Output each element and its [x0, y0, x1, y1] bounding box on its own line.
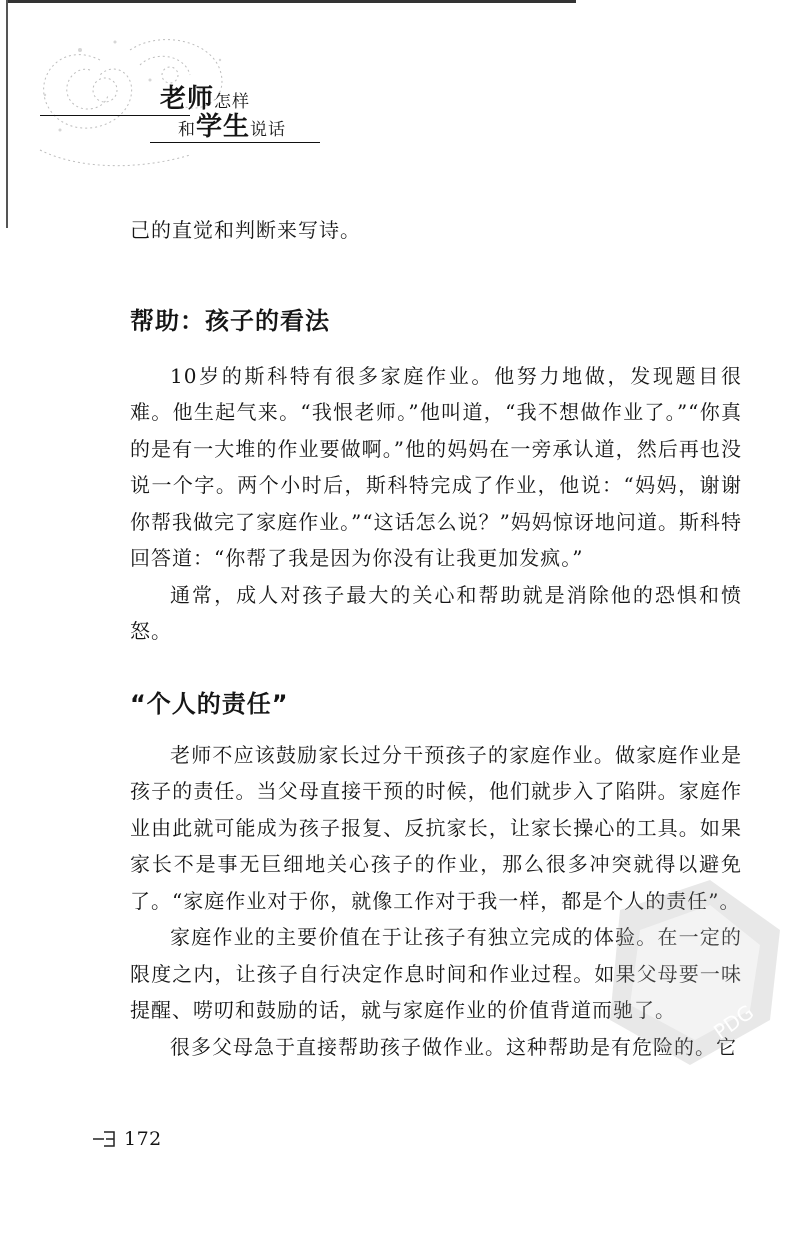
top-border-line — [6, 0, 576, 3]
section-heading-responsibility: “个人的责任” — [130, 689, 289, 718]
section-heading-help: 帮助：孩子的看法 — [130, 306, 330, 335]
header-underline-1 — [40, 115, 190, 116]
running-header-line-2 — [178, 114, 286, 140]
watermark-text: PDG — [709, 999, 759, 1045]
paragraph: 很多父母急于直接帮助孩子做作业。这种帮助是有危险的。它 — [170, 1034, 737, 1059]
header-title-small-1: 怎样 — [214, 92, 251, 112]
page-bracket-icon — [92, 1129, 118, 1149]
page-number: 172 — [124, 1128, 162, 1150]
left-border-line — [6, 0, 8, 228]
header-title-big-1: 老师 — [160, 84, 215, 114]
running-header-line-1 — [160, 86, 250, 112]
paragraph: 家庭作业的主要价值在于让孩子有独立完成的体验。在一定的限度之内，让孩子自行决定作息时间和作业过程。如果父母要一味提醒、唠叨和鼓励的话，就与家庭作业的价值背道而驰了。 — [130, 925, 742, 1022]
header-title-small-3: 说话 — [250, 120, 287, 140]
page-footer — [92, 1128, 162, 1150]
header-title-small-2: 和 — [178, 120, 196, 140]
header-title-big-2: 学生 — [196, 112, 251, 142]
paragraph: 10岁的斯科特有很多家庭作业。他努力地做，发现题目很难。他生起气来。“我恨老师。”他叫道，“我不想做作业了。”“你真的是有一大堆的作业要做啊。”他的妈妈在一旁承认道，然后再也没说一个字。两个小时后，斯科特完成了作业，他说：“妈妈，谢谢你帮我做完了家庭作业。”“这话怎么说？”妈妈惊讶地问道。斯科特回答道：“你帮了我是因为你没有让我更加发疯。” — [130, 363, 742, 570]
paragraph: 通常，成人对孩子最大的关心和帮助就是消除他的恐惧和愤怒。 — [130, 582, 742, 643]
watermark-seal-icon — [600, 870, 790, 1070]
header-underline-2 — [150, 142, 320, 143]
paragraph: 老师不应该鼓励家长过分干预孩子的家庭作业。做家庭作业是孩子的责任。当父母直接干预的时候，他们就步入了陷阱。家庭作业由此就可能成为孩子报复、反抗家长，让家长操心的工具。如果家长不是事无巨细地关心孩子的作业，那么很多冲突就得以避免了。“家庭作业对于你，就像工作对于我一样，都是个人的责任”。 — [130, 742, 742, 913]
continuation-paragraph: 己的直觉和判断来写诗。 — [130, 218, 361, 242]
